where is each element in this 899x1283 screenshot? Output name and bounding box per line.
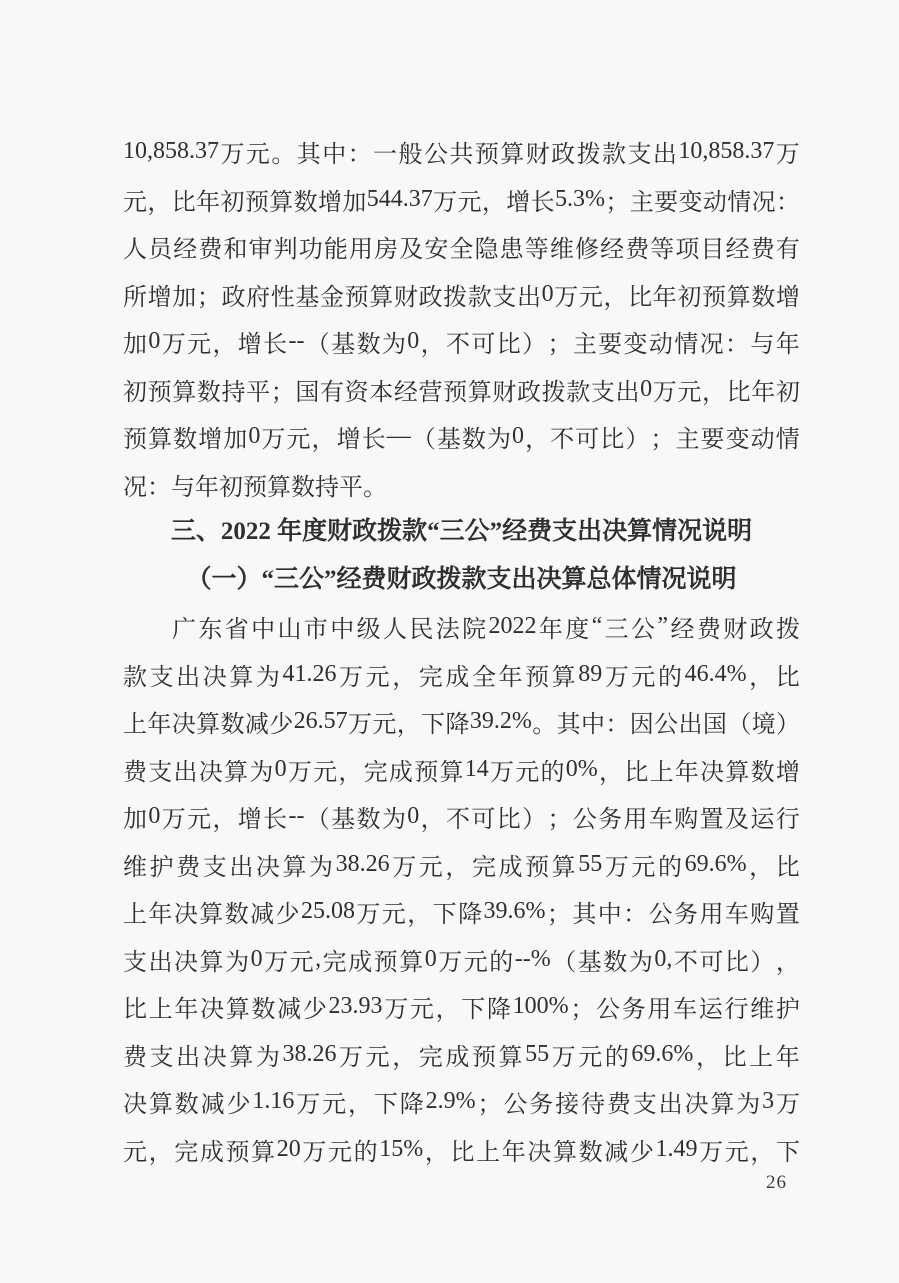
paragraph-continued-from-previous-page bbox=[123, 128, 800, 508]
text-line: 初 预 算 数 持 平 ； 国 有 资 本 经 营 预 算 财 政 拨 款 支 出 0 万 元 ， 比 年 初 bbox=[123, 375, 800, 406]
text-line: 支 出 决 算 为 0 万 元 , 完 成 预 算 0 万 元 的 --% （ 基 数 为 0, 不 可 比 ） ， bbox=[123, 945, 800, 976]
subsection-heading: （一）“三公”经费财政拨款支出决算总体情况说明 bbox=[186, 565, 737, 593]
text-line: 比 上 年 决 算 数 减 少 23.93 万 元 ， 下 降 100% ； 公 务 用 车 运 行 维 护 bbox=[123, 993, 800, 1024]
text-line: 加 0 万 元 ， 增 长 -- （ 基 数 为 0 ， 不 可 比 ） ； 主 要 变 动 情 况 ： 与 年 bbox=[123, 328, 800, 359]
text-line: 费 支 出 决 算 为 0 万 元 ， 完 成 预 算 14 万 元 的 0% ， 比 上 年 决 算 数 增 bbox=[123, 755, 800, 786]
text-line: 所 增 加 ； 政 府 性 基 金 预 算 财 政 拨 款 支 出 0 万 元 ， 比 年 初 预 算 数 增 bbox=[123, 280, 800, 311]
text-line: 况 ： 与 年 初 预 算 数 持 平 。 bbox=[123, 474, 387, 501]
text-line: 广 东 省 中 山 市 中 级 人 民 法 院 2022 年 度 “ 三 公 ” 经 费 财 政 拨 bbox=[172, 613, 800, 644]
text-line: 元 ， 完 成 预 算 20 万 元 的 15% ， 比 上 年 决 算 数 减 少 1.49 万 元 ， 下 bbox=[123, 1135, 800, 1166]
text-line: 10,858.37 万 元 。 其 中 ： 一 般 公 共 预 算 财 政 拨 款 支 出 10,858.37 万 bbox=[123, 138, 800, 169]
text-line: 预 算 数 增 加 0 万 元 ， 增 长 — （ 基 数 为 0 ， 不 可 比 ） ； 主 要 变 动 情 bbox=[123, 423, 800, 454]
text-line: 元 ， 比 年 初 预 算 数 增 加 544.37 万 元 ， 增 长 5.3% ； 主 要 变 动 情 况 ： bbox=[123, 185, 800, 216]
paragraph-three-public-expenses bbox=[123, 603, 800, 1173]
text-line: 决 算 数 减 少 1.16 万 元 ， 下 降 2.9% ； 公 务 接 待 费 支 出 决 算 为 3 万 bbox=[123, 1088, 800, 1119]
page-number: 26 bbox=[766, 1172, 787, 1193]
text-line: 上 年 决 算 数 减 少 25.08 万 元 ， 下 降 39.6% ； 其 中 ： 公 务 用 车 购 置 bbox=[123, 898, 800, 929]
section-heading: 三、2022 年度财政拨款“三公”经费支出决算情况说明 bbox=[170, 518, 753, 545]
text-line: 上 年 决 算 数 减 少 26.57 万 元 ， 下 降 39.2% 。 其 中 ： 因 公 出 国 （ 境 ） bbox=[123, 708, 800, 739]
text-line: 款 支 出 决 算 为 41.26 万 元 ， 完 成 全 年 预 算 89 万 元 的 46.4% ， 比 bbox=[123, 660, 800, 691]
text-line: 维 护 费 支 出 决 算 为 38.26 万 元 ， 完 成 预 算 55 万 元 的 69.6% ， 比 bbox=[123, 850, 800, 881]
text-line: 费 支 出 决 算 为 38.26 万 元 ， 完 成 预 算 55 万 元 的 69.6% ， 比 上 年 bbox=[123, 1040, 800, 1071]
text-line: 人 员 经 费 和 审 判 功 能 用 房 及 安 全 隐 患 等 维 修 经 费 等 项 目 经 费 有 bbox=[123, 237, 800, 264]
text-line: 加 0 万 元 ， 增 长 -- （ 基 数 为 0 ， 不 可 比 ） ； 公 务 用 车 购 置 及 运 行 bbox=[123, 803, 800, 834]
document-page bbox=[123, 128, 800, 1173]
